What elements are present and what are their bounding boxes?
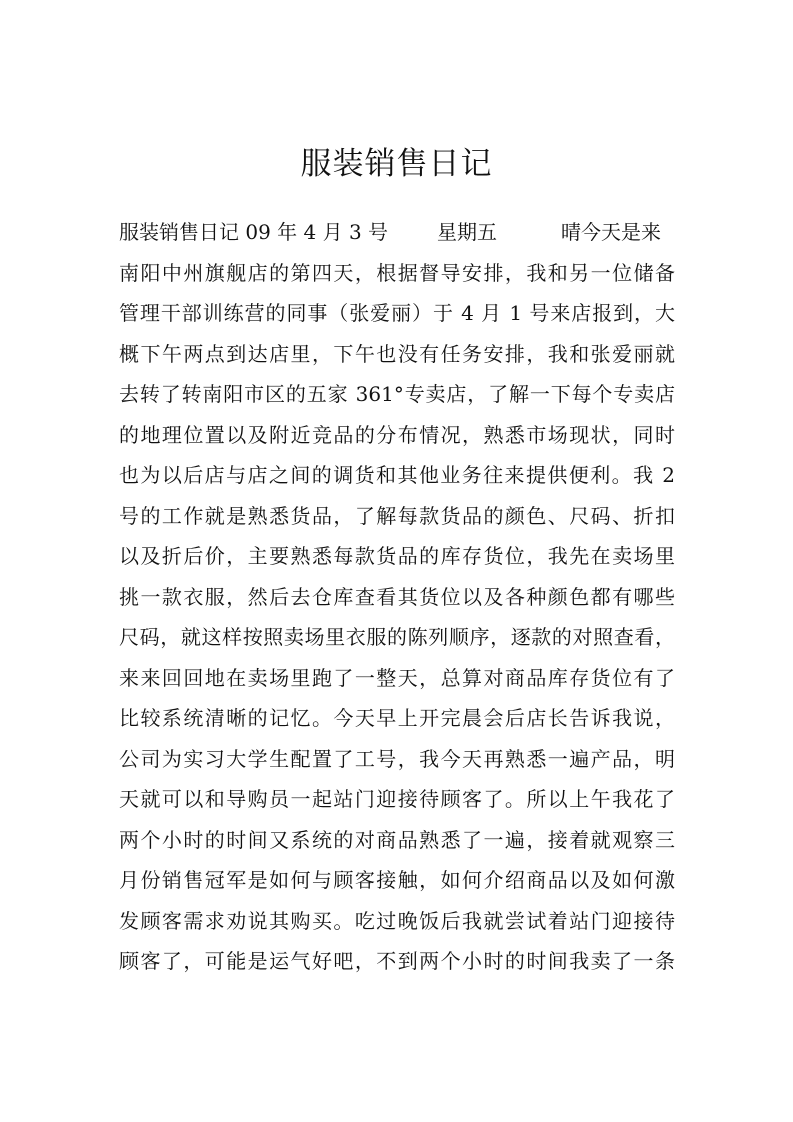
paragraph-line: 月份销售冠军是如何与顾客接触，如何介绍商品以及如何激 <box>119 868 675 892</box>
diary-body <box>119 212 675 982</box>
paragraph-line: 管理干部训练营的同事（张爱丽）于 4 月 1 号来店报到，大 <box>119 301 675 325</box>
paragraph-line: 号的工作就是熟悉货品，了解每款货品的颜色、尺码、折扣 <box>119 503 675 528</box>
paragraph-line: 两个小时的时间又系统的对商品熟悉了一遍，接着就观察三 <box>119 827 675 852</box>
document-title: 服装销售日记 <box>300 146 493 182</box>
paragraph-line: 公司为实习大学生配置了工号，我今天再熟悉一遍产品，明 <box>119 746 675 771</box>
paragraph-line: 来来回回地在卖场里跑了一整天，总算对商品库存货位有了 <box>119 665 675 690</box>
paragraph-line: 挑一款衣服，然后去仓库查看其货位以及各种颜色都有哪些 <box>119 584 675 609</box>
paragraph-line: 顾客了，可能是运气好吧，不到两个小时的时间我卖了一条 <box>119 949 675 973</box>
diary-date: 服装销售日记 09 年 4 月 3 号 <box>119 220 389 244</box>
paragraph-line: 的地理位置以及附近竞品的分布情况，熟悉市场现状，同时 <box>119 422 675 447</box>
paragraph-line: 天就可以和导购员一起站门迎接待顾客了。所以上午我花了 <box>119 787 675 811</box>
paragraph-line: 以及折后价，主要熟悉每款货品的库存货位，我先在卖场里 <box>119 544 675 568</box>
paragraph-line: 去转了转南阳市区的五家 361°专卖店，了解一下每个专卖店 <box>119 382 675 406</box>
diary-lead-text: 晴今天是来 <box>561 220 661 244</box>
paragraph-line: 南阳中州旗舰店的第四天，根据督导安排，我和另一位储备 <box>119 260 675 285</box>
diary-header-line <box>119 212 675 253</box>
diary-weekday: 星期五 <box>437 220 497 244</box>
paragraph-line: 概下午两点到达店里，下午也没有任务安排，我和张爱丽就 <box>119 341 675 366</box>
paragraph-line: 比较系统清晰的记忆。今天早上开完晨会后店长告诉我说， <box>119 706 675 730</box>
paragraph-line: 尺码，就这样按照卖场里衣服的陈列顺序，逐款的对照查看， <box>119 625 675 649</box>
paragraph-line: 发顾客需求劝说其购买。吃过晚饭后我就尝试着站门迎接待 <box>119 908 675 933</box>
paragraph-line: 也为以后店与店之间的调货和其他业务往来提供便利。我 2 <box>119 463 675 487</box>
